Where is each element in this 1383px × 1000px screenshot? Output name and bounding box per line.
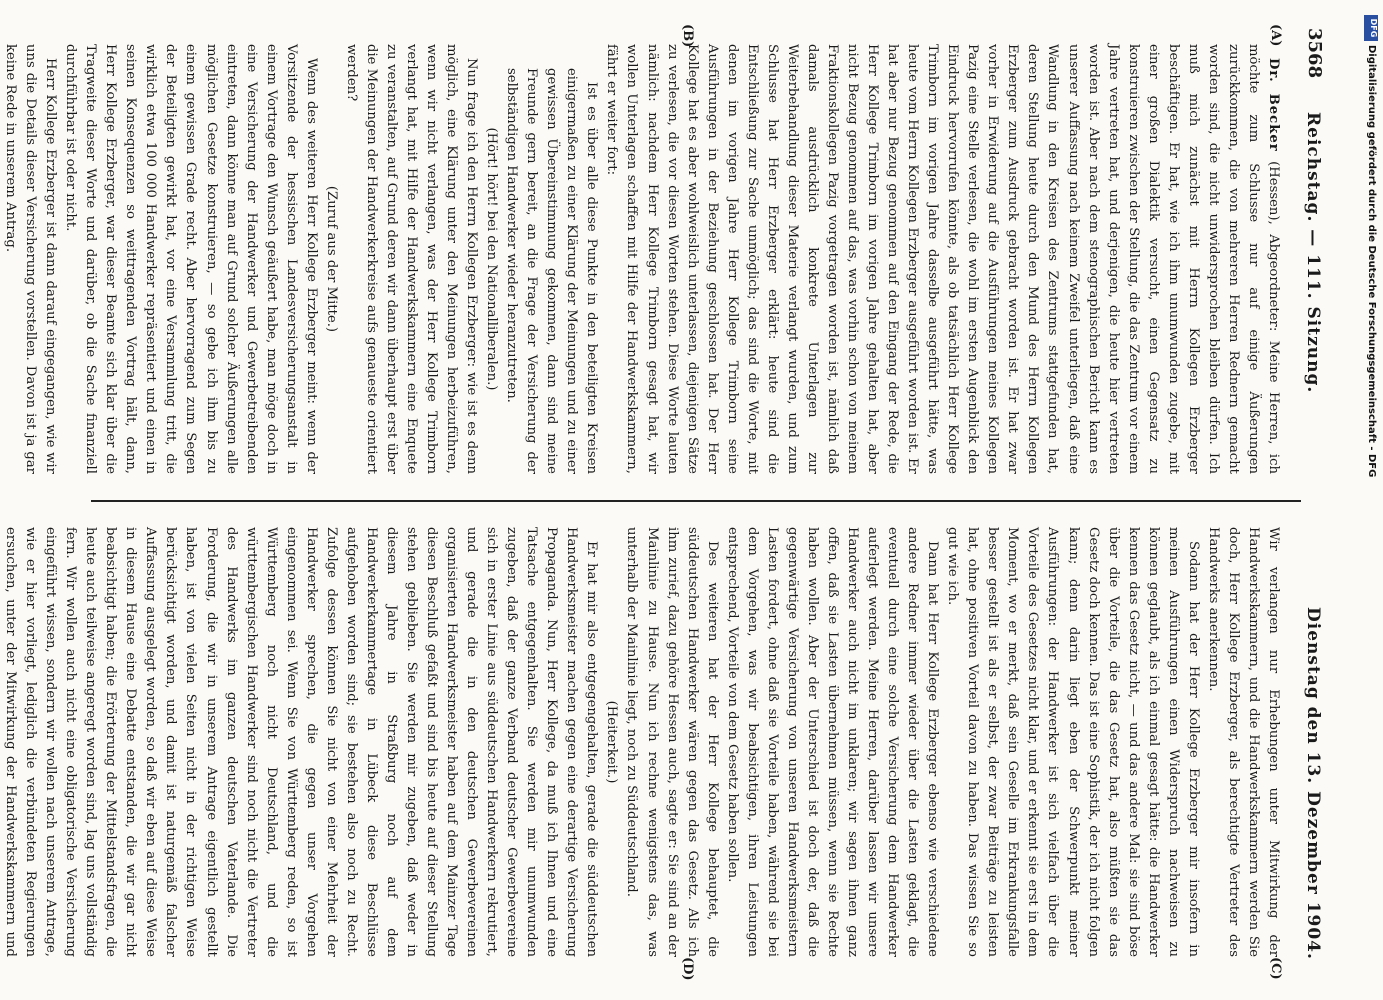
left-interjection-2: (Zuruf aus der Mitte.) <box>323 185 339 333</box>
right-paragraph-4: Des weiteren hat der Herr Kollege behauptet, die süddeutschen Handwerker wären gegen das Gesetz. Als ich ihm zurief, dazu gehöre Hessen auch, sagte er: Sie sind an der Mainlinie zu Hause. Nun ich rechne wenigstens das, was unterhalb der Mainlinie liegt, noch zu Süddeutschland. <box>624 527 720 957</box>
margin-mark-c: (C) <box>1268 957 1283 980</box>
left-interjection-1: (Hört! hört! bei den Nationalliberalen.) <box>484 127 500 391</box>
margin-mark-b: (B) <box>680 24 695 48</box>
archive-note <box>1364 15 1378 995</box>
header-session: Reichstag. — 111. Sitzung. <box>1303 112 1323 394</box>
left-paragraph-3: Wenn des weiteren Herr Kollege Erzberger meint: wenn der Vorsitzende der hessischen Landesversicherungsanstalt in einem Vortrage den Wunsch geäußert habe, man möge doch in eine Versicherung der Handwerker und Gewerbetreibenden eintreten, dann könne man auf Grund solcher Äußerungen alle möglichen Gesetze konstruieren, — so gebe ich ihm bis zu einem gewissen Grade recht. Aber hervorragend zum Segen der Beteiligten gewirkt hat, vor eine Versammlung tritt, die wirklich etwa 100 000 Handwerker repräsentiert und einen in seinen Konsequenzen so weittragenden Vortrag hält, dann, Herr Kollege Erzberger, war dieser Beamte sich klar über die Tragweite dieser Worte und darüber, ob die Sache finanziell durchführbar ist oder nicht. <box>63 44 319 474</box>
page-header <box>1301 22 1335 977</box>
right-paragraph-3: Dann hat Herr Kollege Erzberger ebenso wie verschiedene andere Redner immer wieder über die Lasten geklagt, die eventuell durch eine solche Versicherung dem Handwerker auferlegt werden. Meine Herren, darüber lassen wir unsere Handwerker auch nicht im unklaren; wir sagen ihnen ganz offen, daß sie Lasten übernehmen müssen, wenn sie Rechte haben wollen. Aber der Unterschied ist doch der, daß die gegenwärtige Versicherung von unseren Handwerksmeistern Lasten fordert, ohne daß sie Vorteile haben, während sie bei dem Vorgehen, was wir beabsichtigen, ihren Leistungen entsprechend, Vorteile von dem Gesetz haben sollen. <box>724 527 941 957</box>
left-column <box>0 44 1283 474</box>
left-paragraph-1-text: (Hessen), Abgeordneter: Meine Herren, ich möchte zum Schlusse nur auf einige Äußerungen zurückkommen, die von mehreren Herren Rednern gemacht worden sind, die nicht unwidersprochen bleiben dürfen. Ich muß mich zunächst mit Herrn Kollegen Erzberger beschäftigen. Er hat, wie ich ihm unumwunden zugebe, mit einer großen Dialektik versucht, einen Gegensatz zu konstruieren zwischen der Stellung, die das Zentrum vor einem Jahre vertreten hat, und derjenigen, die heute hier vertreten worden ist. Aber nach dem stenographischen Bericht kann es unserer Auffassung nach keinem Zweifel unterliegen, daß eine Wandlung in den Kreisen des Zentrums stattgefunden hat, deren Stellung heute durch den Mund des Herrn Kollegen Erzberger zum Ausdruck gebracht worden ist. Er hat zwar vorher in Erwiderung auf die Ausführungen meines Kollegen Pazig eine Stelle verlesen, die wohl im ersten Augenblick den Eindruck hervorrufen könnte, als ob tatsächlich Herr Kollege Trimborn im vorigen Jahre dasselbe ausgeführt hätte, was heute vom Herrn Kollegen Erzberger ausgeführt worden ist. Er hat aber nur Bezug genommen auf den Eingang der Rede, die Herr Kollege Trimborn im vorigen Jahre gehalten hat, aber nicht Bezug genommen auf das, was vorhin schon von meinem Fraktionskollegen Pazig vorgetragen worden ist, nämlich daß damals ausdrücklich konkrete Unterlagen zur Weiterbehandlung dieser Materie verlangt wurden, und zum Schlusse hat Herr Erzberger erklärt: heute sind die Entschließung zur Sache unmöglich; das sind die Worte, mit denen im vorigen Jahre Herr Kollege Trimborn seine Ausführungen in der Beziehung geschlossen hat. Der Herr Kollege hat es aber wohlweislich unterlassen, diejenigen Sätze zu verlesen, die vor diesen Worten stehen. Diese Worte lauten nämlich: nachdem Herr Kollege Trimborn gesagt hat, wir wollen Unterlagen schaffen mit Hilfe der Handwerkskammern, fährt er weiter fort: <box>604 44 1281 474</box>
page-number: 3568 <box>1304 28 1325 79</box>
right-interjection-1: (Heiterkeit.) <box>604 700 620 784</box>
right-column <box>0 527 1283 957</box>
left-quote: Ist es über alle diese Punkte in den beteiligten Kreisen einigermaßen zu einer Klärung der Meinungen und zu einer gewissen Übereinstimmung gekommen, dann sind meine Freunde gern bereit, an die Frage der Versicherung der selbständigen Handwerker wieder heranzutreten. <box>504 68 600 474</box>
left-paragraph-1 <box>601 44 1283 474</box>
right-paragraph-5: Er hat mir also entgegengehalten, gerade die süddeutschen Handwerksmeister machen gegen eine derartige Versicherung Propaganda. Nun, Herr Kollege, da muß ich Ihnen und eine Tatsache entgegenhalten. Sie werden mir unumwunden zugeben, daß der ganze Verband deutscher Gewerbevereine sich in erster Linie aus süddeutschen Handwerkern rekrutiert, und gerade die in den deutschen Gewerbevereinen organisierten Handwerksmeister haben auf dem Mainzer Tage diesen Beschluß gefaßt und sind bis heute auf dieser Stellung stehen geblieben. Sie werden mir zugeben, daß weder in diesem Jahre in Straßburg noch auf dem Handwerkerkammertage in Lübeck diese Beschlüsse aufgehoben worden sind; sie bestehen also noch zu Recht. Zufolge dessen können Sie nicht von einer Mehrheit der Handwerker sprechen, die gegen unser Vorgehen eingenommen sei. Wenn Sie von Württemberg reden, so ist Württemberg noch nicht Deutschland, und die württembergischen Handwerker sind noch nicht die Vertreter des Handwerks im ganzen deutschen Vaterlande. Die Forderung, die wir in unserem Antrage eigentlich gestellt haben, ist von vielen Seiten nicht in der richtigen Weise berücksichtigt worden, und damit ist naturgemäß falscher Auffassung ausgelegt worden, so daß wir eben auf diese Weise in diesem Hause eine Debatte entstanden, die wir gar nicht beabsichtigt haben; die Erörterung der Mittelstandsfragen, die heute auch teilweise angeregt worden sind, lag uns vollständig fern. Wir wollen auch nicht eine obligatorische Versicherung eingeführt wissen, sondern wir wollen nach unserem Antrage, wie er hier vorliegt, lediglich die verbündeten Regierungen ersuchen, unter der Mitwirkung der Handwerkskammern und <box>3 527 600 957</box>
margin-mark-d: (D) <box>680 957 695 981</box>
speaker-name: Dr. Becker <box>1266 58 1281 152</box>
column-divider <box>91 500 1301 502</box>
right-paragraph-1: Wir verlangen nur Erhebungen unter Mitwirkung der Handwerkskammern, und die Handwerkskammern werden Sie doch, Herr Kollege Erzberger, als berechtigte Vertreter des Handwerks anerkennen. <box>1205 527 1281 957</box>
left-paragraph-2: Nun frage ich den Herrn Kollegen Erzberger: wie ist es denn möglich, eine Klärung unter den Meinungen herbeizuführen, wenn wir nicht verlangen, was der Herr Kollege Trimborn verlangt hat, mit Hilfe der Handwerkskammern eine Enquete zu veranstalten, auf Grund deren wir dann überhaupt erst über die Meinungen der Handwerkerkreise aufs genaueste orientiert werden? <box>343 44 480 474</box>
margin-mark-a: (A) <box>1268 24 1283 47</box>
archive-note-text: Digitalisierung gefördert durch die Deutsche Forschungsgemeinschaft - DFG <box>1366 45 1377 478</box>
right-paragraph-2: Sodann hat der Herr Kollege Erzberger mir insofern in meinen Ausführungen einen Widerspruch nachweisen zu können geglaubt, als ich einmal gesagt hätte: die Handwerker kennen das Gesetz nicht, — und das andere Mal: sie sind böse über die Vorteile, die das Gesetz hat, also müßten sie das Gesetz doch kennen. Das ist eine Sophistik, der ich nicht folgen kann; denn darin liegt eben der Schwerpunkt meiner Ausführungen: der Handwerker ist sich vielfach über die Vorteile des Gesetzes nicht klar, und er erkennt sie erst in dem Moment, wo er merkt, daß sein Geselle im Erkrankungsfalle besser gestellt ist als er selbst, der zwar Beiträge zu leisten hat, ohne positiven Vorteil davon zu haben. Das wissen Sie so gut wie ich. <box>945 527 1201 957</box>
left-paragraph-4: Herr Kollege Erzberger ist dann darauf eingegangen, wie wir uns die Details dieser Versicherung vorstellen. Davon ist ja gar keine Rede in unserem Antrag. <box>3 44 59 474</box>
dfg-logo: DFG <box>1364 15 1378 41</box>
rotated-newspaper-page <box>3 22 1335 981</box>
header-date: Dienstag den 13. Dezember 1904. <box>1303 607 1323 960</box>
